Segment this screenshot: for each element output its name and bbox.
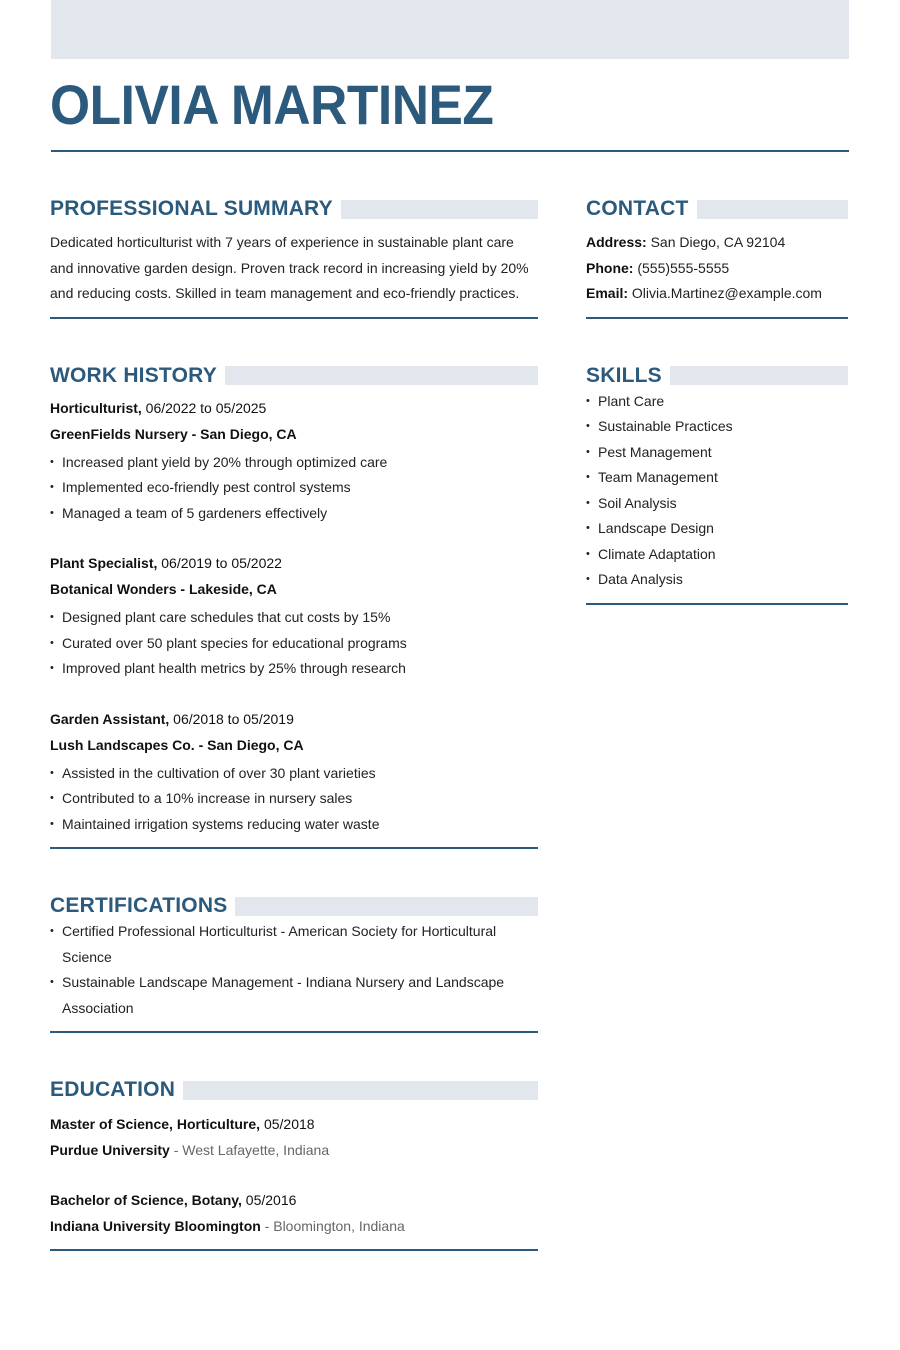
skills-list [586,389,848,593]
section-divider [586,317,848,319]
job-title-line [50,550,538,576]
section-heading [50,1077,538,1103]
degree: Master of Science, Horticulture, [50,1116,261,1132]
school-name: Indiana University Bloomington [50,1218,261,1234]
header-divider [51,150,849,152]
section-title: WORK HISTORY [50,363,217,387]
section-title: EDUCATION [50,1078,176,1101]
list-item: • Certified Professional Horticulturist - American Society for Horticultural Science [50,919,538,970]
list-item: • Improved plant health metrics by 25% through research [50,656,538,682]
section-title-bar [235,897,538,916]
job-entry [50,550,538,682]
education-entry [50,1111,538,1163]
contact-list [586,230,848,307]
list-item: • Assisted in the cultivation of over 30 plant varieties [50,761,538,787]
list-item: • Designed plant care schedules that cut costs by 15% [50,605,538,631]
job-bullets [50,450,538,527]
job-dates: 06/2019 to 05/2022 [157,555,282,571]
contact-email [586,281,848,307]
section-title: CONTACT [586,197,689,220]
list-item: • Sustainable Landscape Management - Indiana Nursery and Landscape Association [50,970,538,1021]
list-item: • Contributed to a 10% increase in nursery sales [50,786,538,812]
contact-phone [586,256,848,282]
header-band [51,0,849,59]
degree: Bachelor of Science, Botany, [50,1192,242,1208]
contact-value: (555)555-5555 [633,259,730,276]
work-history-section [50,363,538,850]
job-bullets [50,761,538,838]
section-heading [586,363,848,389]
list-item: • Pest Management [586,440,848,466]
job-dates: 06/2022 to 05/2025 [141,399,267,416]
section-title-bar [697,200,849,219]
list-item: • Landscape Design [586,516,848,542]
school-line [50,1213,538,1239]
section-heading [50,196,538,222]
contact-address [586,230,848,256]
summary-section [50,196,538,319]
degree-date: 05/2018 [260,1116,315,1132]
list-item: • Increased plant yield by 20% through optimized care [50,450,538,476]
job-entry [50,395,538,527]
job-role: Horticulturist, [50,399,142,416]
section-title: PROFESSIONAL SUMMARY [50,197,333,220]
contact-label: Phone: [586,259,634,276]
degree-line [50,1111,538,1137]
section-title-bar [341,200,538,219]
section-divider [50,317,538,319]
list-item: • Plant Care [586,389,848,415]
section-title: SKILLS [586,363,662,387]
job-role: Plant Specialist, [50,555,158,571]
list-item: • Maintained irrigation systems reducing water waste [50,812,538,838]
job-title-line [50,395,538,421]
contact-value: San Diego, CA 92104 [646,234,786,250]
list-item: • Sustainable Practices [586,414,848,440]
section-heading [50,363,538,389]
school-name: Purdue University [50,1142,170,1158]
job-title-line [50,706,538,732]
education-section [50,1077,538,1251]
list-item: • Curated over 50 plant species for educational programs [50,631,538,657]
job-role: Garden Assistant, [50,710,170,727]
list-item: • Implemented eco-friendly pest control systems [50,475,538,501]
school-line [50,1137,538,1163]
job-company: GreenFields Nursery - San Diego, CA [50,425,297,442]
main-column [50,196,538,1295]
list-item: • Climate Adaptation [586,542,848,568]
certifications-list [50,919,538,1021]
certifications-section [50,893,538,1033]
degree-date: 05/2016 [241,1192,297,1208]
degree-line [50,1187,538,1213]
list-item: • Soil Analysis [586,491,848,517]
section-heading [50,893,538,919]
contact-label: Address: [586,234,647,250]
section-title-bar [225,366,538,385]
contact-label: Email: [586,285,629,301]
list-item: • Team Management [586,465,848,491]
section-divider [50,1031,538,1033]
job-company: Botanical Wonders - Lakeside, CA [50,581,277,597]
section-title-bar [670,366,848,385]
side-column [586,196,848,649]
list-item: • Managed a team of 5 gardeners effectively [50,501,538,527]
summary-text: Dedicated horticulturist with 7 years of experience in sustainable plant care and innovative garden design. Proven track record in increasing yield by 20% and reducing costs. Skilled in team management and eco-friendly practices. [50,234,529,301]
section-heading [586,196,848,222]
section-divider [50,1249,538,1251]
school-location: - Bloomington, Indiana [260,1218,405,1234]
contact-section [586,196,848,319]
section-title: CERTIFICATIONS [50,894,228,917]
candidate-name: OLIVIA MARTINEZ [50,73,494,136]
job-dates: 06/2018 to 05/2019 [169,710,294,727]
skills-section [586,363,848,605]
section-divider [50,847,538,849]
job-entry [50,706,538,838]
section-title-bar [183,1081,538,1100]
contact-value: Olivia.Martinez@example.com [628,285,822,301]
job-bullets [50,605,538,682]
list-item: • Data Analysis [586,567,848,593]
section-divider [586,603,848,605]
school-location: - West Lafayette, Indiana [169,1142,330,1158]
education-entry [50,1187,538,1239]
job-company: Lush Landscapes Co. - San Diego, CA [50,736,304,753]
